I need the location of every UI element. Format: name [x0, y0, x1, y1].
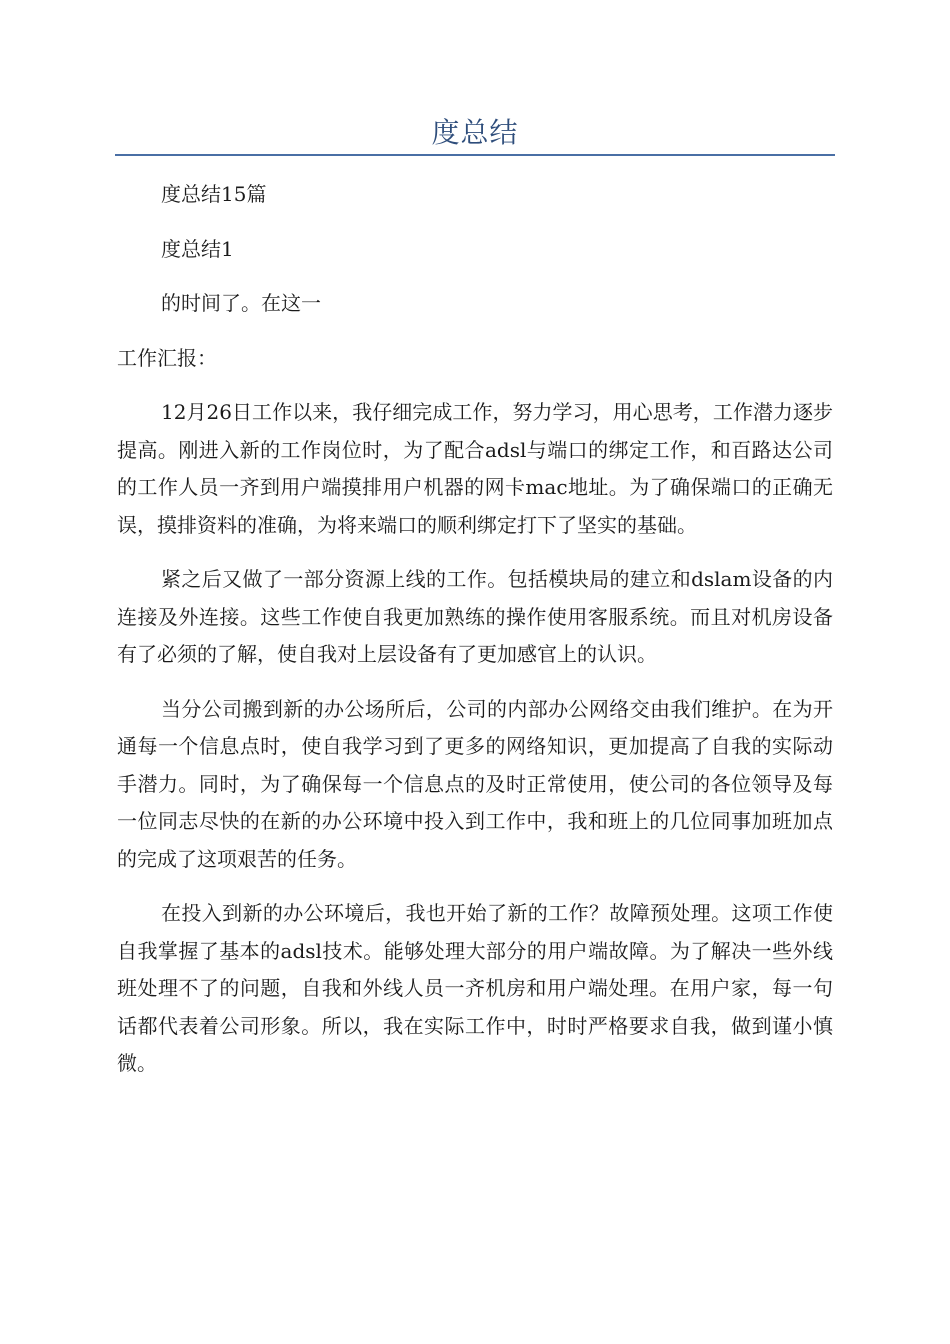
paragraph-subtitle: 度总结15篇 [161, 182, 267, 206]
paragraph-intro: 的时间了。在这一 [161, 291, 321, 315]
paragraph-body-1: 12月26日工作以来，我仔细完成工作，努力学习，用心思考，工作潜力逐步提高。刚进入新的工作岗位时，为了配合adsl与端口的绑定工作，和百路达公司的工作人员一齐到用户端摸排用户机器的网卡mac地址。为了确保端口的正确无误，摸排资料的准确，为将来端口的顺利绑定打下了坚实的基础。 [117, 400, 833, 537]
paragraph-section-heading: 度总结1 [161, 236, 234, 261]
title-underline [115, 154, 835, 156]
document-title: 度总结 [431, 116, 519, 149]
paragraph-body-3: 当分公司搬到新的办公场所后，公司的内部办公网络交由我们维护。在为开通每一个信息点时，使自我学习到了更多的网络知识，更加提高了自我的实际动手潜力。同时，为了确保每一个信息点的及时正常使用，使公司的各位领导及每一位同志尽快的在新的办公环境中投入到工作中，我和班上的几位同事加班加点的完成了这项艰苦的任务。 [117, 696, 833, 871]
paragraph-body-4: 在投入到新的办公环境后，我也开始了新的工作？故障预处理。这项工作使自我掌握了基本的adsl技术。能够处理大部分的用户端故障。为了解决一些外线班处理不了的问题，自我和外线人员一齐机房和用户端处理。在用户家，每一句话都代表着公司形象。所以，我在实际工作中，时时严格要求自我，做到谨小慎微。 [117, 901, 833, 1075]
paragraph-report-label: 工作汇报： [117, 345, 217, 370]
document-body [117, 176, 833, 1100]
paragraph-body-2: 紧之后又做了一部分资源上线的工作。包括模块局的建立和dslam设备的内连接及外连接。这些工作使自我更加熟练的操作使用客服系统。而且对机房设备有了必须的了解，使自我对上层设备有了更加感官上的认识。 [117, 567, 833, 666]
